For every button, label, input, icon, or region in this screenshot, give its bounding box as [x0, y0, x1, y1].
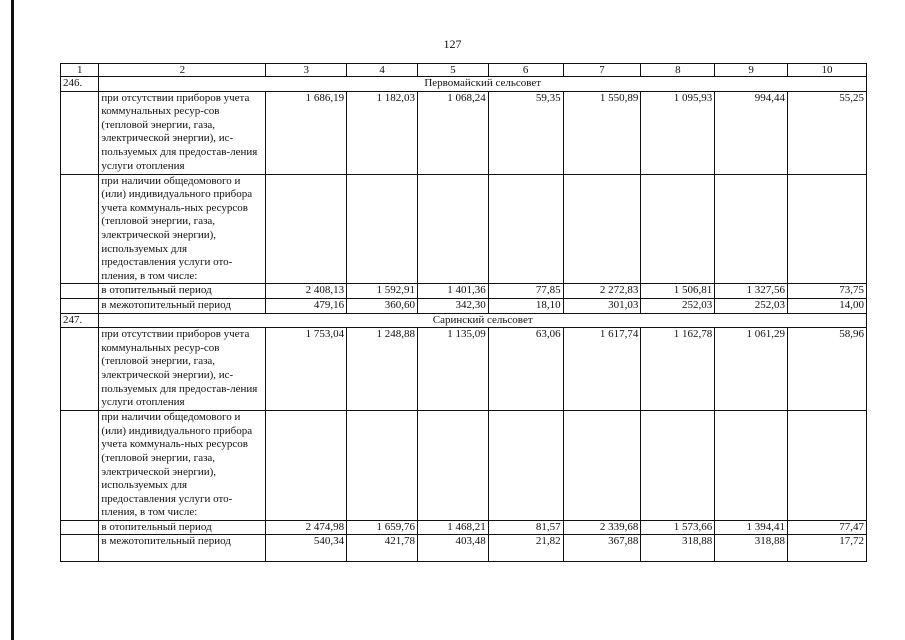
row-label: в межотопительный период — [99, 535, 266, 562]
table-row — [61, 91, 867, 174]
section-header-row — [61, 313, 867, 328]
index-cell — [61, 284, 99, 299]
value-cell — [715, 411, 788, 521]
value-cell: 479,16 — [266, 298, 347, 313]
value-cell: 1 061,29 — [715, 328, 788, 411]
column-number: 3 — [266, 64, 347, 77]
value-cell: 77,85 — [488, 284, 563, 299]
value-cell: 1 686,19 — [266, 91, 347, 174]
value-cell — [417, 174, 488, 284]
value-cell — [715, 174, 788, 284]
index-cell — [61, 174, 99, 284]
value-cell — [347, 174, 418, 284]
value-cell: 1 573,66 — [641, 520, 715, 535]
value-cell — [417, 411, 488, 521]
column-number: 9 — [715, 64, 788, 77]
section-index: 247. — [61, 313, 99, 328]
value-cell: 63,06 — [488, 328, 563, 411]
table-row — [61, 520, 867, 535]
value-cell — [266, 411, 347, 521]
page-number: 127 — [443, 37, 462, 51]
row-label: при отсутствии приборов учета коммунальных ресур-сов (тепловой энергии, газа, электрической энергии), ис-пользуемых для предостав-ления услуги отопления — [99, 91, 266, 174]
section-header-row — [61, 77, 867, 92]
column-number: 2 — [99, 64, 266, 77]
table-row — [61, 284, 867, 299]
value-cell: 14,00 — [788, 298, 867, 313]
value-cell: 1 753,04 — [266, 328, 347, 411]
value-cell: 252,03 — [641, 298, 715, 313]
column-number: 1 — [61, 64, 99, 77]
value-cell: 1 468,21 — [417, 520, 488, 535]
binder-line — [11, 0, 14, 640]
value-cell: 1 394,41 — [715, 520, 788, 535]
column-number: 10 — [788, 64, 867, 77]
index-cell — [61, 91, 99, 174]
table-row — [61, 174, 867, 284]
value-cell: 73,75 — [788, 284, 867, 299]
value-cell: 1 401,36 — [417, 284, 488, 299]
value-cell — [788, 174, 867, 284]
index-cell — [61, 411, 99, 521]
tariff-table — [60, 63, 867, 562]
value-cell: 301,03 — [563, 298, 641, 313]
table-row — [61, 535, 867, 562]
column-number: 7 — [563, 64, 641, 77]
row-label: в отопительный период — [99, 284, 266, 299]
index-cell — [61, 535, 99, 562]
value-cell: 1 068,24 — [417, 91, 488, 174]
value-cell: 360,60 — [347, 298, 418, 313]
value-cell: 18,10 — [488, 298, 563, 313]
table-row — [61, 328, 867, 411]
value-cell: 1 182,03 — [347, 91, 418, 174]
value-cell: 59,35 — [488, 91, 563, 174]
value-cell: 77,47 — [788, 520, 867, 535]
index-cell — [61, 328, 99, 411]
row-label: при отсутствии приборов учета коммунальных ресур-сов (тепловой энергии, газа, электрической энергии), ис-пользуемых для предостав-ления услуги отопления — [99, 328, 266, 411]
value-cell: 1 617,74 — [563, 328, 641, 411]
value-cell — [488, 411, 563, 521]
value-cell: 55,25 — [788, 91, 867, 174]
row-label: в отопительный период — [99, 520, 266, 535]
section-title: Саринский сельсовет — [99, 313, 867, 328]
value-cell: 2 339,68 — [563, 520, 641, 535]
value-cell: 342,30 — [417, 298, 488, 313]
value-cell: 318,88 — [641, 535, 715, 562]
value-cell: 1 095,93 — [641, 91, 715, 174]
value-cell: 421,78 — [347, 535, 418, 562]
value-cell — [266, 174, 347, 284]
value-cell — [641, 174, 715, 284]
column-number: 8 — [641, 64, 715, 77]
value-cell — [641, 411, 715, 521]
value-cell: 540,34 — [266, 535, 347, 562]
column-number: 6 — [488, 64, 563, 77]
column-number-row — [61, 64, 867, 77]
value-cell: 1 162,78 — [641, 328, 715, 411]
value-cell: 403,48 — [417, 535, 488, 562]
section-index: 246. — [61, 77, 99, 92]
table-row — [61, 411, 867, 521]
table-body — [61, 64, 867, 562]
index-cell — [61, 298, 99, 313]
value-cell — [488, 174, 563, 284]
value-cell: 58,96 — [788, 328, 867, 411]
section-title: Первомайский сельсовет — [99, 77, 867, 92]
value-cell: 318,88 — [715, 535, 788, 562]
value-cell — [347, 411, 418, 521]
column-number: 4 — [347, 64, 418, 77]
column-number: 5 — [417, 64, 488, 77]
value-cell: 1 327,56 — [715, 284, 788, 299]
row-label: при наличии общедомового и (или) индивидуального прибора учета коммуналь-ных ресурсов (тепловой энергии, газа, электрической энергии), используемых для предоставления услуги ото-пления, в том числе: — [99, 411, 266, 521]
value-cell: 1 135,09 — [417, 328, 488, 411]
row-label: в межотопительный период — [99, 298, 266, 313]
value-cell: 1 550,89 — [563, 91, 641, 174]
value-cell: 1 592,91 — [347, 284, 418, 299]
table-row — [61, 298, 867, 313]
value-cell: 2 474,98 — [266, 520, 347, 535]
value-cell: 1 659,76 — [347, 520, 418, 535]
row-label: при наличии общедомового и (или) индивидуального прибора учета коммуналь-ных ресурсов (тепловой энергии, газа, электрической энергии), используемых для предоставления услуги ото-пления, в том числе: — [99, 174, 266, 284]
value-cell: 994,44 — [715, 91, 788, 174]
value-cell: 2 408,13 — [266, 284, 347, 299]
value-cell — [563, 174, 641, 284]
value-cell: 1 248,88 — [347, 328, 418, 411]
value-cell: 21,82 — [488, 535, 563, 562]
value-cell: 367,88 — [563, 535, 641, 562]
value-cell — [563, 411, 641, 521]
value-cell: 1 506,81 — [641, 284, 715, 299]
value-cell: 17,72 — [788, 535, 867, 562]
value-cell: 81,57 — [488, 520, 563, 535]
value-cell: 2 272,83 — [563, 284, 641, 299]
value-cell: 252,03 — [715, 298, 788, 313]
value-cell — [788, 411, 867, 521]
index-cell — [61, 520, 99, 535]
